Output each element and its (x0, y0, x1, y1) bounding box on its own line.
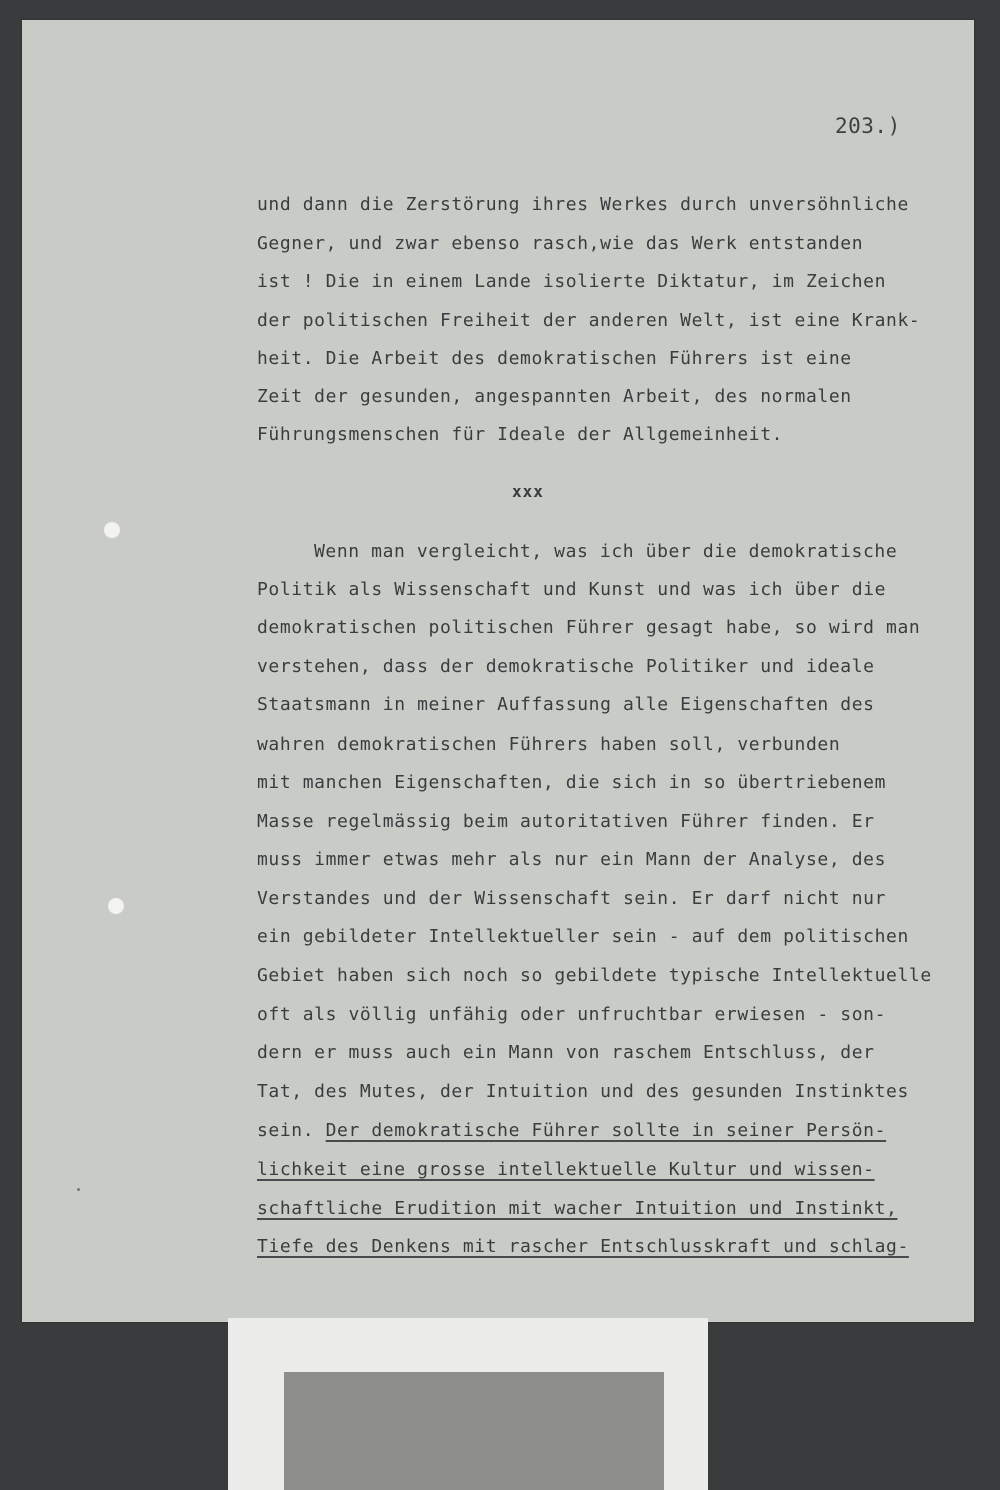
underlined-text: Der demokratische Führer sollte in seiner Persön- (325, 1120, 887, 1141)
text-line: Staatsmann in meiner Auffassung alle Eigenschaften des (257, 694, 875, 715)
text-line: Zeit der gesunden, angespannten Arbeit, des normalen (257, 386, 852, 407)
text-line (257, 1120, 957, 1141)
text-line: ist ! Die in einem Lande isolierte Diktatur, im Zeichen (257, 271, 887, 292)
underlined-text-line: Tiefe des Denkens mit rascher Entschlusskraft und schlag- (257, 1236, 909, 1257)
underlined-text-line: lichkeit eine grosse intellektuelle Kultur und wissen- (257, 1159, 875, 1180)
text-line: Verstandes und der Wissenschaft sein. Er darf nicht nur (257, 888, 887, 909)
punch-hole-bottom (108, 898, 124, 914)
page-number: 203.) (835, 114, 901, 138)
gray-reference-card (284, 1372, 664, 1490)
text-line: und dann die Zerstörung ihres Werkes durch unversöhnliche (257, 194, 909, 215)
text-line: Führungsmenschen für Ideale der Allgemeinheit. (257, 424, 784, 445)
paper-speck (77, 1188, 80, 1191)
text-line: Tat, des Mutes, der Intuition und des gesunden Instinktes (257, 1081, 909, 1102)
text-line: Masse regelmässig beim autoritativen Führer finden. Er (257, 811, 875, 832)
underlined-text-line: schaftliche Erudition mit wacher Intuition und Instinkt, (257, 1198, 898, 1219)
text-line: heit. Die Arbeit des demokratischen Führers ist eine (257, 348, 852, 369)
text-line: demokratischen politischen Führer gesagt habe, so wird man (257, 617, 921, 638)
text-line: oft als völlig unfähig oder unfruchtbar erwiesen - son- (257, 1004, 887, 1025)
punch-hole-top (104, 522, 120, 538)
text-line: Gebiet haben sich noch so gebildete typische Intellektuelle (257, 965, 932, 986)
text-line: wahren demokratischen Führers haben soll, verbunden (257, 734, 841, 755)
text-line: der politischen Freiheit der anderen Welt, ist eine Krank- (257, 310, 921, 331)
text-line: verstehen, dass der demokratische Politiker und ideale (257, 656, 875, 677)
text-line: ein gebildeter Intellektueller sein - auf dem politischen (257, 926, 909, 947)
section-separator: xxx (512, 482, 544, 501)
text-line: dern er muss auch ein Mann von raschem Entschluss, der (257, 1042, 875, 1063)
text-line: mit manchen Eigenschaften, die sich in so übertriebenem (257, 772, 887, 793)
text-line: muss immer etwas mehr als nur ein Mann der Analyse, des (257, 849, 887, 870)
text-line: Gegner, und zwar ebenso rasch,wie das Werk entstanden (257, 233, 864, 254)
text-line: Wenn man vergleicht, was ich über die demokratische (314, 541, 898, 562)
text-line: Politik als Wissenschaft und Kunst und was ich über die (257, 579, 887, 600)
line-prefix: sein. (257, 1120, 326, 1141)
